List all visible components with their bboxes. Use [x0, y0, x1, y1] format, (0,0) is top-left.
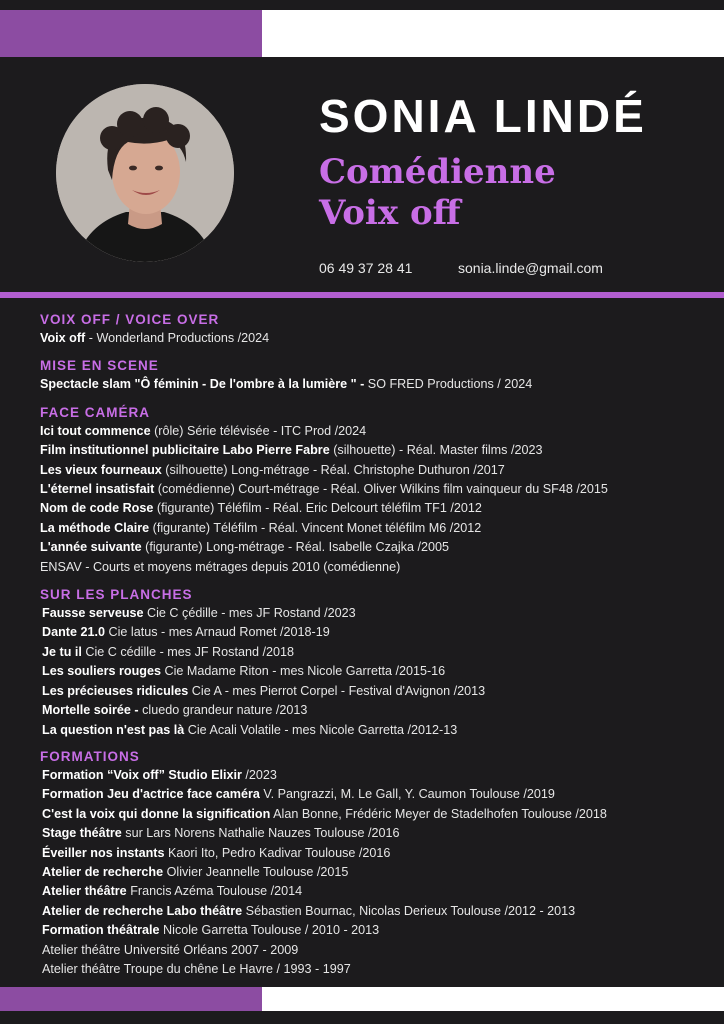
section-title: FORMATIONS: [40, 748, 140, 764]
item-highlight: Ici tout commence: [40, 423, 151, 438]
item-highlight: Formation Jeu d'actrice face caméra: [42, 787, 260, 802]
list-item: [40, 824, 716, 843]
section-mise-en-scene: [40, 356, 716, 394]
list-item: [40, 623, 716, 642]
item-detail: (figurante) Téléfilm - Réal. Eric Delcourt téléfilm TF1 /2012: [153, 501, 482, 516]
item-highlight: L'année suivante: [40, 540, 142, 555]
item-detail: Cie A - mes Pierrot Corpel - Festival d'Avignon /2013: [188, 683, 486, 698]
list-item: [40, 480, 716, 499]
item-highlight: Dante 21.0: [42, 625, 105, 640]
list-item: [40, 441, 716, 460]
item-highlight: C'est la voix qui donne la signification: [42, 806, 271, 821]
section-title: FACE CAMÉRA: [40, 404, 151, 420]
item-detail: cluedo grandeur nature /2013: [138, 703, 308, 718]
item-detail: (rôle) Série télévisée - ITC Prod /2024: [150, 423, 367, 438]
item-detail: SO FRED Productions / 2024: [364, 377, 533, 392]
item-highlight: Je tu il: [42, 644, 82, 659]
phone-number[interactable]: 06 49 37 28 41: [319, 260, 413, 276]
list-item: [40, 461, 716, 480]
item-detail: ENSAV - Courts et moyens métrages depuis 2010 (comédienne): [40, 559, 401, 574]
list-item: [40, 844, 716, 863]
list-item: [40, 941, 716, 960]
item-detail: sur Lars Norens Nathalie Nauzes Toulouse /2016: [121, 826, 400, 841]
profile-photo: [56, 84, 234, 262]
list-item: [40, 662, 716, 681]
list-item: [40, 805, 716, 824]
item-highlight: Atelier théâtre: [42, 884, 127, 899]
item-highlight: Stage théâtre: [42, 826, 122, 841]
section-title: MISE EN SCENE: [40, 358, 159, 374]
list-item: [40, 882, 716, 901]
list-item: [40, 863, 716, 882]
item-detail: - Wonderland Productions /2024: [85, 331, 270, 345]
item-highlight: Atelier de recherche: [42, 864, 164, 879]
item-highlight: Mortelle soirée -: [42, 703, 139, 718]
item-highlight: La méthode Claire: [40, 520, 150, 535]
item-detail: Nicole Garretta Toulouse / 2010 - 2013: [159, 923, 380, 938]
portrait-illustration: [56, 84, 234, 262]
item-highlight: Atelier de recherche Labo théâtre: [42, 903, 243, 918]
item-highlight: Fausse serveuse: [42, 606, 144, 621]
item-detail: /2023: [241, 767, 277, 782]
item-highlight: L'éternel insatisfait: [40, 482, 155, 497]
item-detail: Cie C çédille - mes JF Rostand /2023: [143, 606, 356, 621]
bottom-accent-bar-purple: [0, 987, 262, 1011]
person-name: SONIA LINDÉ: [319, 90, 647, 142]
section-title: VOIX OFF / VOICE OVER: [40, 312, 220, 327]
list-item: [40, 499, 716, 518]
list-item: [40, 721, 716, 740]
item-detail: Francis Azéma Toulouse /2014: [126, 884, 303, 899]
bottom-accent-bar-white: [262, 987, 724, 1011]
role-title-line-1: Comédienne: [319, 152, 556, 192]
list-item: [40, 519, 716, 538]
item-detail: (comédienne) Court-métrage - Réal. Oliver Wilkins film vainqueur du SF48 /2015: [154, 482, 608, 497]
list-item: [40, 785, 716, 804]
item-detail: V. Pangrazzi, M. Le Gall, Y. Caumon Toulouse /2019: [259, 787, 555, 802]
item-detail: Cie Acali Volatile - mes Nicole Garretta /2012-13: [184, 722, 458, 737]
top-accent-bar-white: [262, 10, 724, 57]
list-item: [40, 643, 716, 662]
section-sur-les-planches: [40, 585, 716, 740]
item-detail: Alan Bonne, Frédéric Meyer de Stadelhofen Toulouse /2018: [270, 806, 607, 821]
list-item: [40, 701, 716, 720]
top-accent-bar-purple: [0, 10, 262, 57]
role-title-line-2: Voix off: [319, 193, 461, 233]
item-highlight: La question n'est pas là: [42, 722, 185, 737]
item-highlight: Éveiller nos instants: [42, 845, 165, 860]
list-item: [40, 604, 716, 623]
list-item: [40, 558, 716, 577]
item-highlight: Voix off: [40, 331, 86, 345]
item-detail: Cie C cédille - mes JF Rostand /2018: [81, 644, 294, 659]
item-detail: Atelier théâtre Troupe du chêne Le Havre / 1993 - 1997: [42, 961, 351, 976]
item-highlight: Formation “Voix off” Studio Elixir: [42, 767, 242, 782]
list-item: [40, 766, 716, 785]
list-item: [40, 538, 716, 557]
item-highlight: Les vieux fourneaux: [40, 462, 162, 477]
list-item: [40, 902, 716, 921]
item-highlight: Film institutionnel publicitaire Labo Pierre Fabre: [40, 443, 330, 458]
item-detail: Sébastien Bournac, Nicolas Derieux Toulouse /2012 - 2013: [242, 903, 576, 918]
section-face-camera: [40, 403, 716, 577]
list-item: [40, 375, 716, 394]
item-highlight: Les précieuses ridicules: [42, 683, 189, 698]
item-detail: (silhouette) Long-métrage - Réal. Christophe Duthuron /2017: [161, 462, 505, 477]
list-item: [40, 921, 716, 940]
item-detail: Cie latus - mes Arnaud Romet /2018-19: [105, 625, 330, 640]
item-highlight: Les souliers rouges: [42, 664, 161, 679]
item-highlight: Nom de code Rose: [40, 501, 154, 516]
item-detail: (silhouette) - Réal. Master films /2023: [329, 443, 543, 458]
list-item: [40, 682, 716, 701]
item-detail: Olivier Jeannelle Toulouse /2015: [163, 864, 349, 879]
item-detail: Atelier théâtre Université Orléans 2007 - 2009: [42, 942, 299, 957]
email-address[interactable]: sonia.linde@gmail.com: [458, 260, 603, 276]
list-item: [40, 422, 716, 441]
list-item: [40, 329, 716, 348]
item-detail: Cie Madame Riton - mes Nicole Garretta /2015-16: [160, 664, 446, 679]
item-detail: (figurante) Téléfilm - Réal. Vincent Monet téléfilm M6 /2012: [149, 520, 482, 535]
header-divider: [0, 292, 724, 298]
item-detail: (figurante) Long-métrage - Réal. Isabelle Czajka /2005: [141, 540, 449, 555]
section-formations: [40, 747, 716, 979]
item-highlight: Spectacle slam "Ô féminin - De l'ombre à la lumière " -: [40, 377, 365, 392]
section-title: SUR LES PLANCHES: [40, 587, 193, 603]
item-highlight: Formation théâtrale: [42, 923, 160, 938]
cv-content: [40, 310, 716, 979]
item-detail: Kaori Ito, Pedro Kadivar Toulouse /2016: [164, 845, 391, 860]
section-voix-off: [40, 310, 716, 348]
list-item: [40, 960, 716, 979]
